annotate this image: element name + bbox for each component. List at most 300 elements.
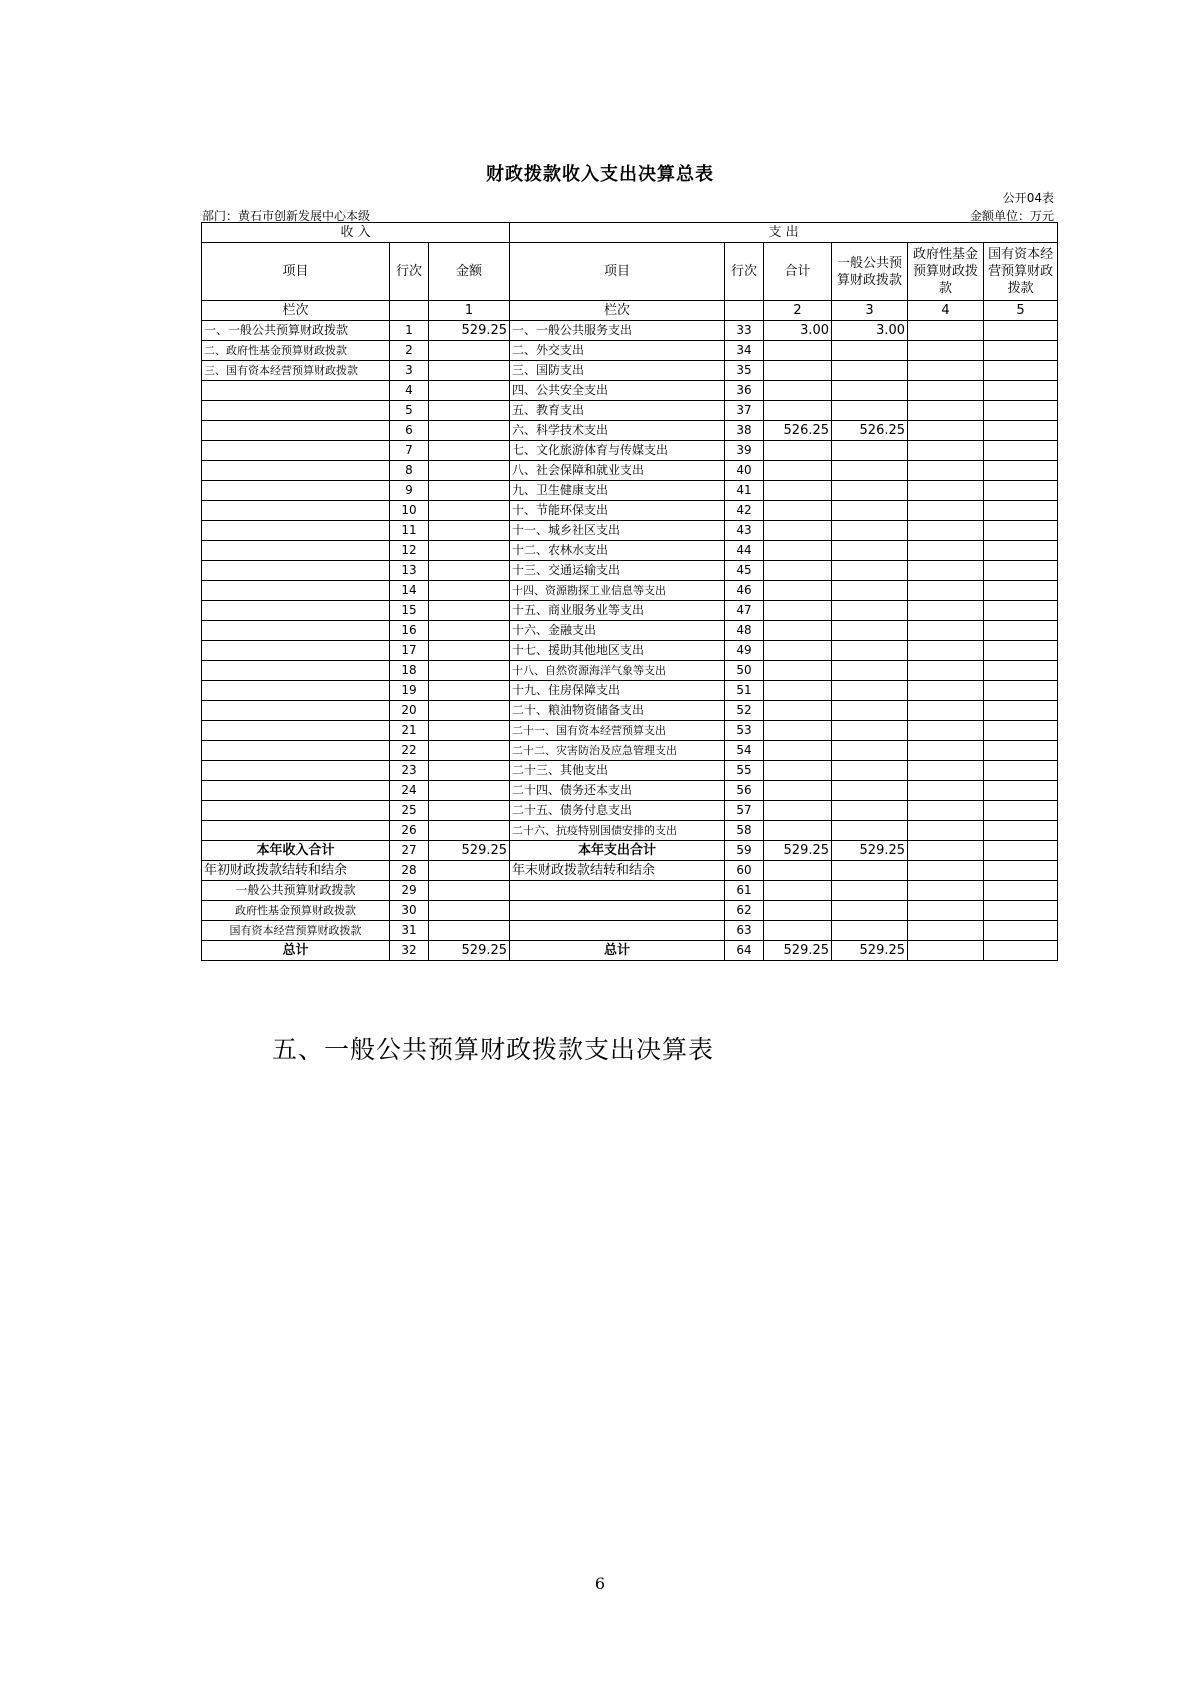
income-row-no: 3 xyxy=(390,361,429,381)
income-item xyxy=(202,401,390,421)
income-amount xyxy=(429,781,510,801)
income-item xyxy=(202,681,390,701)
table-row xyxy=(202,501,1058,521)
income-row-no: 14 xyxy=(390,581,429,601)
column-label-left: 栏次 xyxy=(202,301,390,321)
general-budget-amount xyxy=(832,561,908,581)
income-row-no: 9 xyxy=(390,481,429,501)
general-budget-amount xyxy=(832,821,908,841)
summary-row xyxy=(202,881,1058,901)
expense-item-header: 项目 xyxy=(510,243,725,301)
expense-row-no: 49 xyxy=(725,641,764,661)
income-amount xyxy=(429,921,510,941)
expense-row-no: 42 xyxy=(725,501,764,521)
expense-item: 二十六、抗疫特别国债安排的支出 xyxy=(510,821,725,841)
state-capital-amount xyxy=(984,481,1058,501)
expense-item: 十、节能环保支出 xyxy=(510,501,725,521)
total-amount xyxy=(764,701,832,721)
income-amount: 529.25 xyxy=(429,841,510,861)
expense-row-no: 52 xyxy=(725,701,764,721)
income-summary-item: 政府性基金预算财政拨款 xyxy=(202,901,390,921)
gov-fund-amount xyxy=(908,561,984,581)
gov-fund-amount xyxy=(908,381,984,401)
state-capital-amount xyxy=(984,921,1058,941)
income-amount xyxy=(429,861,510,881)
state-capital-amount xyxy=(984,501,1058,521)
expense-item: 十一、城乡社区支出 xyxy=(510,521,725,541)
expense-row-no: 40 xyxy=(725,461,764,481)
income-amount xyxy=(429,381,510,401)
gov-fund-amount xyxy=(908,401,984,421)
total-amount xyxy=(764,541,832,561)
state-capital-amount xyxy=(984,841,1058,861)
income-row-no: 4 xyxy=(390,381,429,401)
gov-fund-amount xyxy=(908,621,984,641)
column-label-right: 栏次 xyxy=(510,301,725,321)
income-item xyxy=(202,541,390,561)
expense-item: 十五、商业服务业等支出 xyxy=(510,601,725,621)
section-header-row xyxy=(202,223,1058,243)
expense-item: 十七、援助其他地区支出 xyxy=(510,641,725,661)
income-item: 三、国有资本经营预算财政拨款 xyxy=(202,361,390,381)
income-item xyxy=(202,381,390,401)
income-amount xyxy=(429,461,510,481)
income-amount xyxy=(429,361,510,381)
income-row-no: 2 xyxy=(390,341,429,361)
general-budget-amount xyxy=(832,701,908,721)
gov-fund-amount xyxy=(908,461,984,481)
income-summary-item: 年初财政拨款结转和结余 xyxy=(202,861,390,881)
income-summary-item: 国有资本经营预算财政拨款 xyxy=(202,921,390,941)
expense-row-no: 58 xyxy=(725,821,764,841)
general-budget-amount xyxy=(832,661,908,681)
table-row xyxy=(202,801,1058,821)
state-capital-amount xyxy=(984,621,1058,641)
income-item-header: 项目 xyxy=(202,243,390,301)
gov-fund-amount xyxy=(908,721,984,741)
income-row-no: 13 xyxy=(390,561,429,581)
gov-fund-amount xyxy=(908,521,984,541)
summary-row xyxy=(202,901,1058,921)
expense-summary-item: 年末财政拨款结转和结余 xyxy=(510,861,725,881)
total-amount xyxy=(764,381,832,401)
state-capital-amount xyxy=(984,901,1058,921)
income-item xyxy=(202,421,390,441)
income-row-no: 19 xyxy=(390,681,429,701)
expense-row-no: 48 xyxy=(725,621,764,641)
gov-fund-amount xyxy=(908,541,984,561)
income-row-no: 32 xyxy=(390,941,429,961)
income-summary-item: 总计 xyxy=(202,941,390,961)
income-amount xyxy=(429,761,510,781)
expense-item: 二十一、国有资本经营预算支出 xyxy=(510,721,725,741)
total-amount xyxy=(764,601,832,621)
expense-row-no: 35 xyxy=(725,361,764,381)
expense-summary-item xyxy=(510,901,725,921)
general-budget-amount: 529.25 xyxy=(832,841,908,861)
total-amount xyxy=(764,761,832,781)
state-capital-amount xyxy=(984,321,1058,341)
expense-item: 四、公共安全支出 xyxy=(510,381,725,401)
income-amount xyxy=(429,341,510,361)
expense-summary-item: 总计 xyxy=(510,941,725,961)
general-budget-amount xyxy=(832,501,908,521)
state-capital-amount xyxy=(984,941,1058,961)
total-amount: 526.25 xyxy=(764,421,832,441)
state-capital-amount xyxy=(984,861,1058,881)
table-row xyxy=(202,401,1058,421)
gov-fund-amount xyxy=(908,781,984,801)
expense-row-no: 64 xyxy=(725,941,764,961)
total-header: 合计 xyxy=(764,243,832,301)
state-capital-amount xyxy=(984,801,1058,821)
table-row xyxy=(202,721,1058,741)
general-budget-amount xyxy=(832,781,908,801)
section-heading: 五、一般公共预算财政拨款支出决算表 xyxy=(272,1035,715,1064)
income-amount xyxy=(429,401,510,421)
total-amount xyxy=(764,621,832,641)
table-row xyxy=(202,481,1058,501)
income-item xyxy=(202,781,390,801)
general-budget-amount xyxy=(832,441,908,461)
state-capital-amount xyxy=(984,521,1058,541)
gov-fund-amount xyxy=(908,921,984,941)
column-blank xyxy=(725,301,764,321)
column-number: 5 xyxy=(984,301,1058,321)
table-row xyxy=(202,701,1058,721)
general-budget-amount xyxy=(832,461,908,481)
expense-header: 支 出 xyxy=(510,223,1058,243)
table-title: 财政拨款收入支出决算总表 xyxy=(486,164,714,185)
column-number: 2 xyxy=(764,301,832,321)
gov-fund-amount xyxy=(908,481,984,501)
expense-item: 五、教育支出 xyxy=(510,401,725,421)
income-row-no: 29 xyxy=(390,881,429,901)
income-row-no: 18 xyxy=(390,661,429,681)
total-amount xyxy=(764,461,832,481)
table-row xyxy=(202,441,1058,461)
summary-row xyxy=(202,921,1058,941)
income-row-no: 17 xyxy=(390,641,429,661)
expense-item: 二十、粮油物资储备支出 xyxy=(510,701,725,721)
expense-row-no: 43 xyxy=(725,521,764,541)
total-amount xyxy=(764,441,832,461)
gov-fund-amount xyxy=(908,361,984,381)
gov-fund-header: 政府性基金预算财政拨款 xyxy=(908,243,984,301)
income-summary-item: 本年收入合计 xyxy=(202,841,390,861)
income-row-no: 30 xyxy=(390,901,429,921)
income-amount xyxy=(429,881,510,901)
table-row xyxy=(202,621,1058,641)
expense-item: 二十五、债务付息支出 xyxy=(510,801,725,821)
gov-fund-amount xyxy=(908,501,984,521)
gov-fund-amount xyxy=(908,761,984,781)
expense-row-no: 39 xyxy=(725,441,764,461)
state-capital-amount xyxy=(984,781,1058,801)
income-amount xyxy=(429,721,510,741)
total-amount xyxy=(764,581,832,601)
state-capital-amount xyxy=(984,361,1058,381)
income-amount xyxy=(429,821,510,841)
table-row xyxy=(202,341,1058,361)
total-amount xyxy=(764,361,832,381)
state-capital-amount xyxy=(984,541,1058,561)
expense-row-no: 36 xyxy=(725,381,764,401)
state-capital-amount xyxy=(984,421,1058,441)
gov-fund-amount xyxy=(908,601,984,621)
income-amount xyxy=(429,501,510,521)
table-row xyxy=(202,361,1058,381)
general-budget-amount xyxy=(832,361,908,381)
state-capital-amount xyxy=(984,561,1058,581)
gov-fund-amount xyxy=(908,341,984,361)
total-amount xyxy=(764,721,832,741)
total-amount xyxy=(764,341,832,361)
table-row xyxy=(202,661,1058,681)
income-row-no: 28 xyxy=(390,861,429,881)
income-item xyxy=(202,641,390,661)
table-row xyxy=(202,741,1058,761)
gov-fund-amount xyxy=(908,861,984,881)
expense-item: 十八、自然资源海洋气象等支出 xyxy=(510,661,725,681)
income-amount xyxy=(429,521,510,541)
total-amount xyxy=(764,561,832,581)
gov-fund-amount xyxy=(908,821,984,841)
summary-row xyxy=(202,861,1058,881)
expense-row-no: 61 xyxy=(725,881,764,901)
state-capital-header: 国有资本经营预算财政拨款 xyxy=(984,243,1058,301)
total-amount: 3.00 xyxy=(764,321,832,341)
income-item xyxy=(202,821,390,841)
income-row-no: 6 xyxy=(390,421,429,441)
column-number-row xyxy=(202,301,1058,321)
expense-item: 六、科学技术支出 xyxy=(510,421,725,441)
income-item xyxy=(202,661,390,681)
expense-row-no: 47 xyxy=(725,601,764,621)
expense-item: 三、国防支出 xyxy=(510,361,725,381)
income-item: 二、政府性基金预算财政拨款 xyxy=(202,341,390,361)
expense-row-no: 56 xyxy=(725,781,764,801)
state-capital-amount xyxy=(984,381,1058,401)
expense-item: 二、外交支出 xyxy=(510,341,725,361)
general-budget-amount xyxy=(832,481,908,501)
income-item xyxy=(202,561,390,581)
total-amount: 529.25 xyxy=(764,941,832,961)
gov-fund-amount xyxy=(908,661,984,681)
general-budget-amount xyxy=(832,381,908,401)
general-budget-amount xyxy=(832,641,908,661)
income-amount: 529.25 xyxy=(429,321,510,341)
income-row-no: 11 xyxy=(390,521,429,541)
detail-rows xyxy=(202,321,1058,841)
form-number: 公开04表 xyxy=(1002,191,1054,205)
expense-item: 一、一般公共服务支出 xyxy=(510,321,725,341)
table-row xyxy=(202,641,1058,661)
general-budget-amount xyxy=(832,761,908,781)
total-amount xyxy=(764,901,832,921)
expense-row-no: 53 xyxy=(725,721,764,741)
income-item: 一、一般公共预算财政拨款 xyxy=(202,321,390,341)
table-row xyxy=(202,421,1058,441)
income-row-no: 5 xyxy=(390,401,429,421)
general-budget-amount xyxy=(832,401,908,421)
expense-item: 十三、交通运输支出 xyxy=(510,561,725,581)
column-number: 3 xyxy=(832,301,908,321)
income-item xyxy=(202,701,390,721)
expense-row-no: 38 xyxy=(725,421,764,441)
income-item xyxy=(202,581,390,601)
table-row xyxy=(202,581,1058,601)
table-row xyxy=(202,601,1058,621)
general-budget-amount xyxy=(832,621,908,641)
general-budget-amount xyxy=(832,921,908,941)
income-amount xyxy=(429,441,510,461)
income-row-no: 27 xyxy=(390,841,429,861)
income-amount xyxy=(429,641,510,661)
state-capital-amount xyxy=(984,721,1058,741)
expense-item: 二十四、债务还本支出 xyxy=(510,781,725,801)
state-capital-amount xyxy=(984,821,1058,841)
expense-row-no-header: 行次 xyxy=(725,243,764,301)
general-budget-amount xyxy=(832,521,908,541)
expense-item: 十二、农林水支出 xyxy=(510,541,725,561)
department-label: 部门：黄石市创新发展中心本级 xyxy=(202,209,371,223)
expense-row-no: 59 xyxy=(725,841,764,861)
income-item xyxy=(202,521,390,541)
total-amount xyxy=(764,801,832,821)
income-row-no: 31 xyxy=(390,921,429,941)
gov-fund-amount xyxy=(908,741,984,761)
table-row xyxy=(202,321,1058,341)
table-row xyxy=(202,681,1058,701)
general-budget-amount xyxy=(832,881,908,901)
page-number: 6 xyxy=(594,1574,606,1593)
total-amount xyxy=(764,521,832,541)
general-budget-amount xyxy=(832,721,908,741)
income-row-no: 12 xyxy=(390,541,429,561)
expense-row-no: 62 xyxy=(725,901,764,921)
income-amount xyxy=(429,901,510,921)
expense-row-no: 55 xyxy=(725,761,764,781)
state-capital-amount xyxy=(984,601,1058,621)
income-row-no: 20 xyxy=(390,701,429,721)
income-amount xyxy=(429,701,510,721)
gov-fund-amount xyxy=(908,901,984,921)
state-capital-amount xyxy=(984,881,1058,901)
general-budget-header: 一般公共预算财政拨款 xyxy=(832,243,908,301)
gov-fund-amount xyxy=(908,841,984,861)
general-budget-amount xyxy=(832,861,908,881)
expense-item: 十四、资源勘探工业信息等支出 xyxy=(510,581,725,601)
gov-fund-amount xyxy=(908,941,984,961)
state-capital-amount xyxy=(984,741,1058,761)
state-capital-amount xyxy=(984,581,1058,601)
income-amount xyxy=(429,561,510,581)
general-budget-amount xyxy=(832,341,908,361)
gov-fund-amount xyxy=(908,581,984,601)
gov-fund-amount xyxy=(908,321,984,341)
general-budget-amount xyxy=(832,601,908,621)
income-item xyxy=(202,461,390,481)
table-row xyxy=(202,781,1058,801)
general-budget-amount xyxy=(832,541,908,561)
table-row xyxy=(202,821,1058,841)
expense-item: 十九、住房保障支出 xyxy=(510,681,725,701)
total-amount xyxy=(764,921,832,941)
expense-summary-item xyxy=(510,921,725,941)
expense-row-no: 41 xyxy=(725,481,764,501)
income-item xyxy=(202,481,390,501)
total-amount xyxy=(764,401,832,421)
expense-row-no: 51 xyxy=(725,681,764,701)
state-capital-amount xyxy=(984,761,1058,781)
table-row xyxy=(202,461,1058,481)
state-capital-amount xyxy=(984,681,1058,701)
income-row-no: 1 xyxy=(390,321,429,341)
general-budget-amount: 3.00 xyxy=(832,321,908,341)
state-capital-amount xyxy=(984,701,1058,721)
expense-row-no: 46 xyxy=(725,581,764,601)
income-item xyxy=(202,501,390,521)
income-amount xyxy=(429,681,510,701)
income-row-no: 8 xyxy=(390,461,429,481)
income-row-no: 7 xyxy=(390,441,429,461)
total-amount xyxy=(764,661,832,681)
income-amount xyxy=(429,621,510,641)
income-item xyxy=(202,601,390,621)
unit-label: 金额单位：万元 xyxy=(969,209,1054,223)
income-amount xyxy=(429,421,510,441)
gov-fund-amount xyxy=(908,701,984,721)
column-number: 1 xyxy=(429,301,510,321)
income-amount xyxy=(429,801,510,821)
income-row-no: 25 xyxy=(390,801,429,821)
income-row-no: 22 xyxy=(390,741,429,761)
table-row xyxy=(202,561,1058,581)
budget-summary-table xyxy=(201,222,1058,961)
expense-row-no: 44 xyxy=(725,541,764,561)
expense-row-no: 37 xyxy=(725,401,764,421)
total-amount xyxy=(764,861,832,881)
income-header: 收 入 xyxy=(202,223,510,243)
gov-fund-amount xyxy=(908,881,984,901)
expense-row-no: 34 xyxy=(725,341,764,361)
total-amount xyxy=(764,641,832,661)
general-budget-amount: 529.25 xyxy=(832,941,908,961)
gov-fund-amount xyxy=(908,641,984,661)
expense-row-no: 57 xyxy=(725,801,764,821)
total-amount: 529.25 xyxy=(764,841,832,861)
summary-row xyxy=(202,841,1058,861)
gov-fund-amount xyxy=(908,801,984,821)
income-row-no: 26 xyxy=(390,821,429,841)
expense-row-no: 63 xyxy=(725,921,764,941)
general-budget-amount: 526.25 xyxy=(832,421,908,441)
table-row xyxy=(202,541,1058,561)
income-amount xyxy=(429,541,510,561)
income-item xyxy=(202,621,390,641)
general-budget-amount xyxy=(832,901,908,921)
general-budget-amount xyxy=(832,801,908,821)
expense-item: 九、卫生健康支出 xyxy=(510,481,725,501)
total-amount xyxy=(764,821,832,841)
total-amount xyxy=(764,781,832,801)
income-amount-header: 金额 xyxy=(429,243,510,301)
income-item xyxy=(202,441,390,461)
income-row-no: 24 xyxy=(390,781,429,801)
gov-fund-amount xyxy=(908,421,984,441)
total-amount xyxy=(764,741,832,761)
